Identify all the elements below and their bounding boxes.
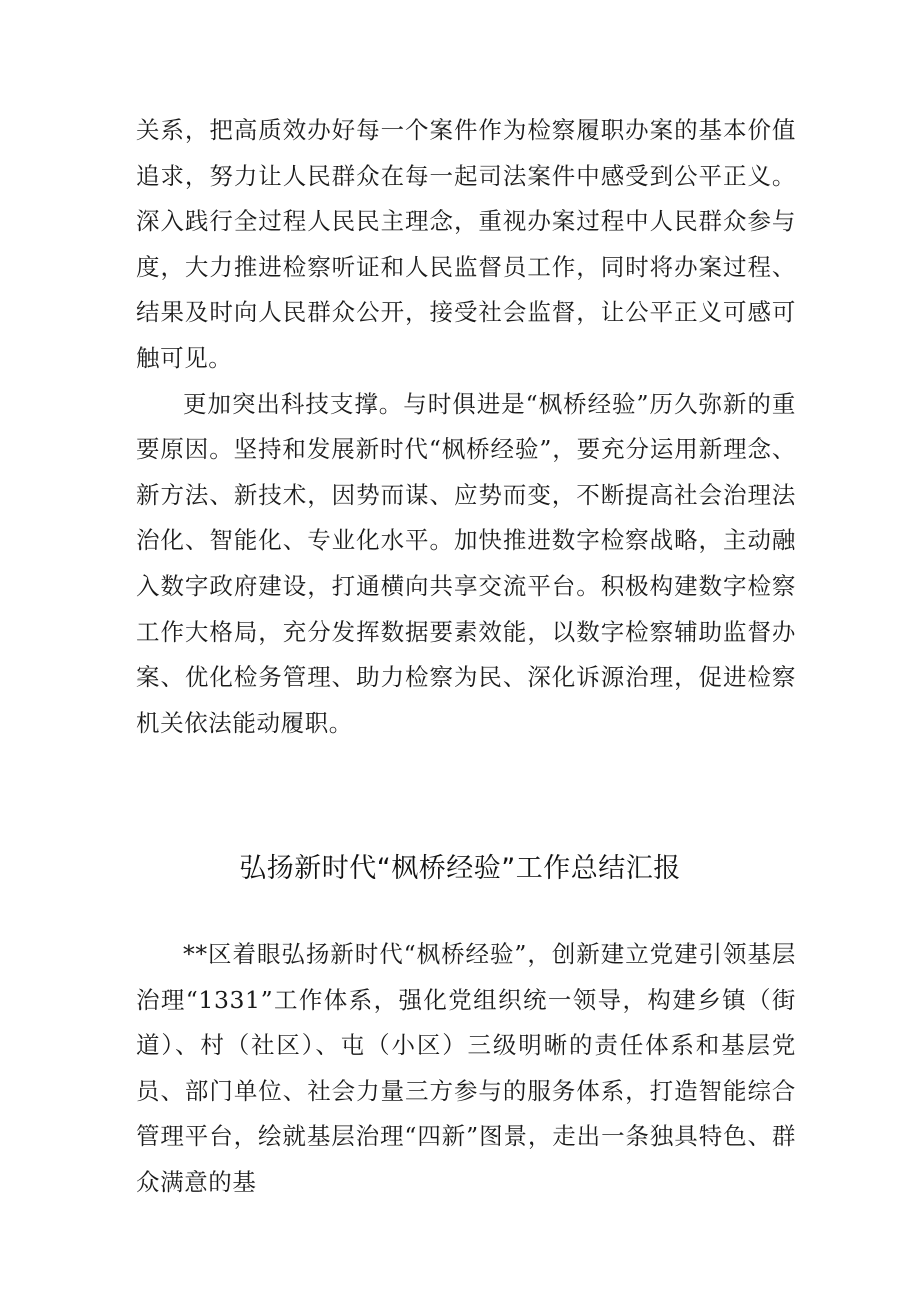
article-body	[136, 932, 796, 1206]
article-title: 弘扬新时代“枫桥经验”工作总结汇报	[239, 853, 681, 884]
continued-paragraph: 关系，把高质效办好每一个案件作为检察履职办案的基本价值追求，努力让人民群众在每一起司法案件中感受到公平正义。深入践行全过程人民民主理念，重视办案过程中人民群众参与度，大力推进检察听证和人民监督员工作，同时将办案过程、结果及时向人民群众公开，接受社会监督，让公平正义可感可触可见。	[136, 116, 796, 372]
article-intro-paragraph: **区着眼弘扬新时代“枫桥经验”，创新建立党建引领基层治理“1331”工作体系，强化党组织统一领导，构建乡镇（街道）、村（社区）、屯（小区）三级明晰的责任体系和基层党员、部门单位、社会力量三方参与的服务体系，打造智能综合管理平台，绘就基层治理“四新”图景，走出一条独具特色、群众满意的基	[136, 940, 796, 1196]
top-text-section	[136, 108, 796, 746]
tech-support-paragraph: 更加突出科技支撑。与时俱进是“枫桥经验”历久弥新的重要原因。坚持和发展新时代“枫桥经验”，要充分运用新理念、新方法、新技术，因势而谋、应势而变，不断提高社会治理法治化、智能化、专业化水平。加快推进数字检察战略，主动融入数字政府建设，打通横向共享交流平台。积极构建数字检察工作大格局，充分发挥数据要素效能，以数字检察辅助监督办案、优化检务管理、助力检察为民、深化诉源治理，促进检察机关依法能动履职。	[136, 389, 796, 737]
